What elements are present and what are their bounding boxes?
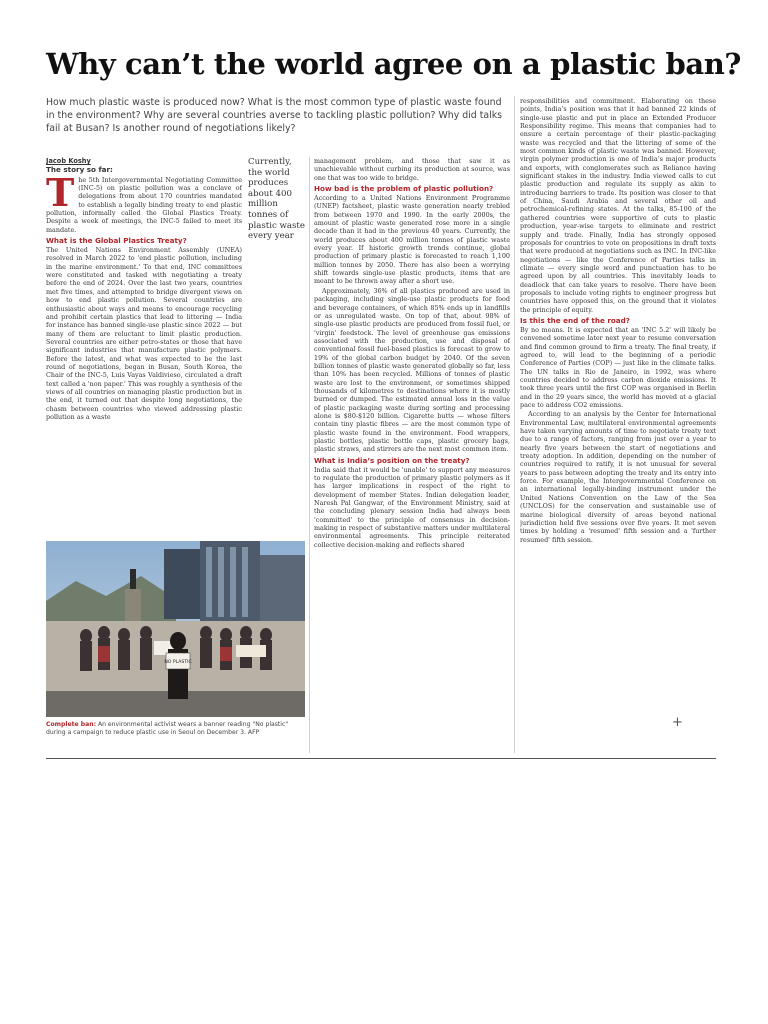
column-3 [520,97,716,753]
subhead-treaty: What is the Global Plastics Treaty? [46,236,187,246]
paragraph-treaty: The United Nations Environment Assembly (UNEA) resolved in March 2022 to 'end plastic pollution, including in the marine environment.' To that end, INC committees were constituted and tasked with negotiating a treaty before the end of 2024. Over the last two years, countries met five times, and attempted to bridge divergent views on how to end plastic pollution. Several countries are enthusiastic about ways and means to encourage recycling and prohibit certain plastics that lead to littering — India for instance has banned single-use plastic since 2022 — but many of them are reluctant to limit plastic production. Several countries are either petro-states or those that have significant industries that manufacture plastic polymers. Before the latest, and what was expected to be the last round of negotiations, began in Busan, South Korea, the Chair of the INC-5, Luis Vayas Valdivieso, circulated a draft text called a 'non paper.' This was roughly a synthesis of the views of all countries on managing plastic production but in the end, it turned out that despite long negotiations, the chasm between countries who viewed addressing plastic pollution as a waste [46,246,242,421]
column-divider-1 [309,157,310,753]
photo-illustration [46,541,305,717]
column-2 [314,157,510,753]
paragraph-waste: management problem, and those that saw it as unachievable without curbing its production at source, was one that was too wide to bridge. [314,157,510,182]
pull-quote: Currently, the world produces about 400 million tonnes of plastic waste every year [248,157,305,242]
drop-cap: T [46,169,75,215]
standfirst: How much plastic waste is produced now? What is the most common type of plastic waste found in the environment? Why are several countries averse to tackling plastic pollution? Why did talks fail at Busan? Is another round of negotiations likely? [46,97,503,135]
caption-text: An environmental activist wears a banner reading "No plastic" during a campaign to reduce plastic use in Seoul on December 3. AFP [46,721,289,736]
byline[interactable]: Jacob Koshy [46,157,91,165]
crosshair-icon: + [672,715,683,730]
protest-photo [46,541,305,717]
kicker: The story so far: [46,165,113,175]
subhead-india: What is India’s position on the treaty? [314,455,470,465]
photo-caption [46,721,308,737]
paragraph-ciel: According to an analysis by the Center for International Environmental Law, multilateral environmental agreements have taken varying amounts of time to negotiate treaty text due to a range of factors, ranging from just over a year to nearly five years between the start of negotiations and treaty adoption. In addition, depending on the number of countries required to ratify, it is not unusual for several years to pass between adopting the treaty and its entry into force. For example, the Intergovernmental Conference on an international legally-binding instrument under the United Nations Convention on the Law of the Sea (UNCLOS) for the conservation and sustainable use of marine biological diversity of areas beyond national jurisdiction held five sessions over five years. It met seven times by holding a 'resumed' fifth session and a 'further resumed' fifth session. [520,410,716,544]
paragraph-india: India said that it would be 'unable' to support any measures to regulate the production of primary plastic polymers as it has larger implications in respect of the right to development of member States. Indian delegation leader, Naresh Pal Gangwar, of the Environment Ministry, said at the concluding plenary session India had always been 'committed' to the principle of consensus in decision-making in respect of substantive matters under multilateral environmental agreements. This principle reiterated collective decision-making and reflects shared [314,465,510,549]
article-page [46,0,741,1024]
paragraph-responsibilities: responsibilities and commitment. Elaborating on these points, India’s position was that it had banned 22 kinds of single-use plastic and put in place an Extended Producer Responsibility regime. This means that companies had to ensure a certain percentage of their plastic-packaging waste was recycled and that the littering of some of the most common kinds of plastic waste was banned. However, virgin polymer production is one of India’s major products and exports, with conglomerates such as Reliance having significant stakes in the industry. India viewed calls to cut plastic production and regulate its supply as akin to introducing barriers to trade. Its position was closer to that of China, Saudi Arabia and several other oil and petrochemical-refining states. At the talks, 85-100 of the gathered countries were supportive of cuts to plastic production, year-wise targets to eliminate and restrict supply and trade. Finally, India has strongly opposed proposals for countries to vote on propositions in draft texts that were produced at negotiations such as INC. In INC-like negotiations — like the Conference of Parties talks in climate — every single word and punctuation has to be agreed upon by all countries. This inevitably leads to deadlock that can take years to resolve. There have been proposals to include voting rights to engineer progress but countries have opposed this, on the ground that it violates the principle of equity. [520,97,716,314]
subhead-problem: How bad is the problem of plastic pollution? [314,184,494,194]
caption-label: Complete ban: [46,721,97,728]
paragraph-inc52: By no means. It is expected that an 'INC 5.2' will likely be convened sometime later next year to resume conversation and find common ground to firm a treaty. The final treaty, if agreed to, will lead to the beginning of a periodic Conference of Parties (COP) — just like in the climate talks. The UN talks in Rio de Janeiro, in 1992, was where countries decided to address carbon dioxide emissions. It took three years until the first COP was organised in Berlin and in the 29 years since, the world has moved at a glacial pace to address CO2 emissions. [520,325,716,410]
column-1 [46,157,242,535]
bottom-rule [46,758,716,759]
paragraph-packaging: Approximately, 36% of all plastics produced are used in packaging, including single-use plastic products for food and beverage containers, of which 85% ends up in landfills or as unregulated waste. On top of that, about 98% of single-use plastic products are produced from fossil fuel, or 'virgin' feedstock. The level of greenhouse gas emissions associated with the production, use and disposal of conventional fossil fuel-based plastics is forecast to grow to 19% of the global carbon budget by 2040. Of the seven billion tonnes of plastic waste generated globally so far, less than 10% has been recycled. Millions of tonnes of plastic waste are lost to the environment, or sometimes shipped thousands of kilometres to destinations where it is mostly burned or dumped. The estimated annual loss in the value of plastic packaging waste during sorting and processing alone is $80-$120 billion. Cigarette butts — whose filters contain tiny plastic fibres — are the most common type of plastic waste found in the environment. Food wrappers, plastic bottles, plastic bottle caps, plastic grocery bags, plastic straws, and stirrers are the next most common item. [314,286,510,454]
intro-text: he 5th Intergovernmental Negotiating Committee (INC-5) on plastic pollution was a conclave of delegations from about 170 countries mandated to establish a legally binding treaty to end plastic pollution, informally called the Global Plastics Treaty. Despite a week of meetings, the INC-5 failed to meet its mandate. [46,175,242,234]
subhead-end: Is this the end of the road? [520,315,630,325]
paragraph-unep: According to a United Nations Environment Programme (UNEP) factsheet, plastic waste generation nearly trebled from between 1970 and 1990. In the early 2000s, the amount of plastic waste generated rose more in a single decade than it had in the previous 40 years. Currently, the world produces about 400 million tonnes of plastic waste every year. If historic growth trends continue, global production of primary plastic is forecasted to reach 1,100 million tonnes by 2050. There has also been a worrying shift towards single-use plastic products, items that are meant to be thrown away after a short use. [314,194,510,286]
banner-text: NO PLASTIC [164,660,192,665]
column-divider-2 [514,96,515,753]
headline: Why can’t the world agree on a plastic ban? [46,47,741,81]
